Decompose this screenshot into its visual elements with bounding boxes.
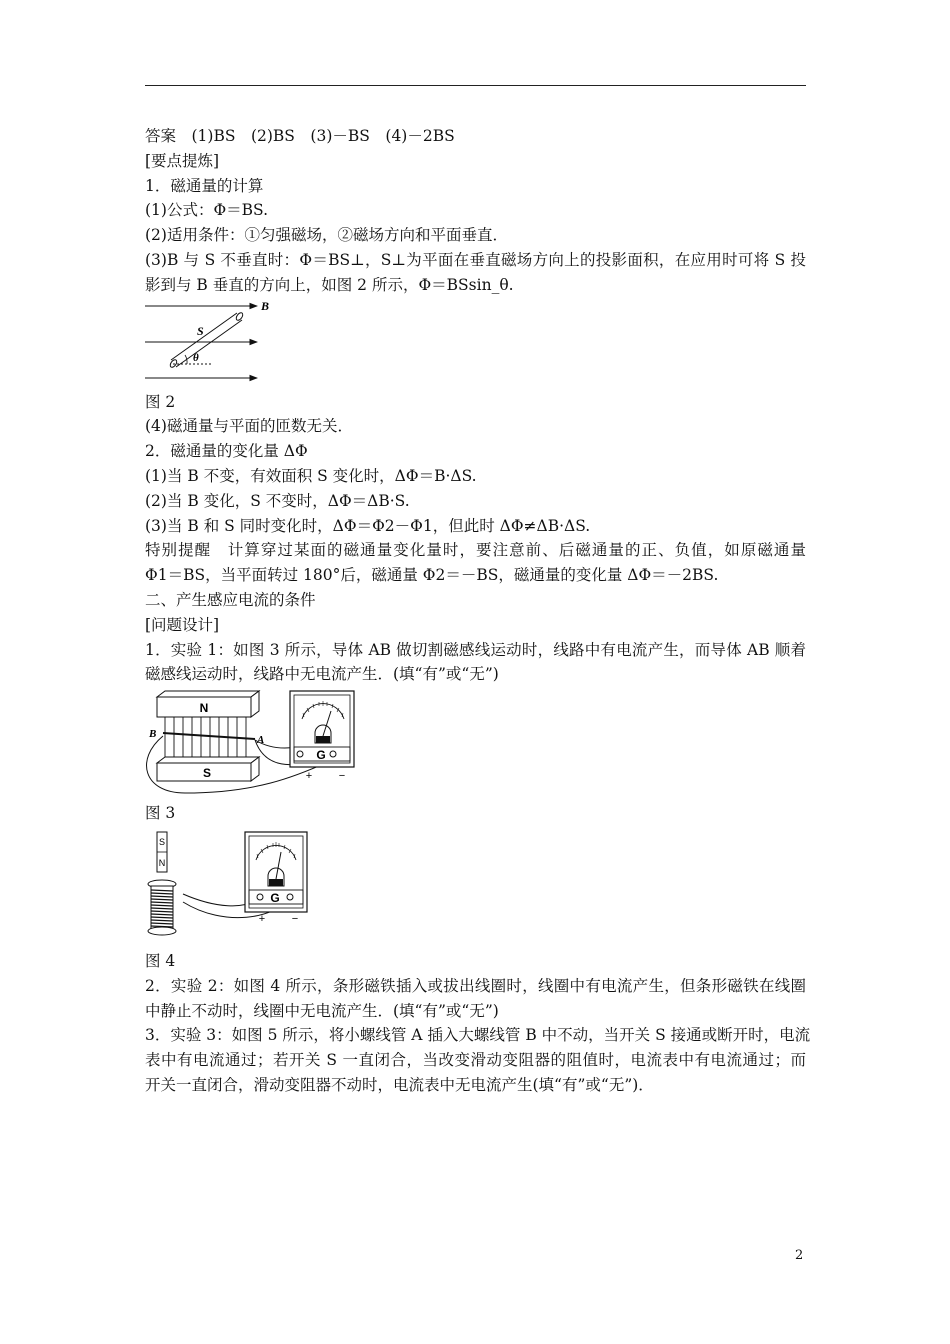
point1-title: 1．磁通量的计算 xyxy=(145,176,264,195)
point2-case2: (2)当 B 变化，S 不变时，ΔΦ＝ΔB·S. xyxy=(145,491,410,510)
experiment3-line3: 开关一直闭合，滑动变阻器不动时，电流表中无电流产生(填“有”或“无”)． xyxy=(145,1075,654,1094)
page-number: 2 xyxy=(795,1248,804,1263)
figure-2-label-b: B xyxy=(261,298,270,313)
figure-2-diagram xyxy=(145,296,275,384)
figure-4-caption: 图 4 xyxy=(145,951,176,970)
experiment1-line1: 1．实验 1：如图 3 所示，导体 AB 做切割磁感线运动时，线路中有电流产生，而导体 AB 顺着 xyxy=(145,640,806,659)
figure-2-label-theta: θ xyxy=(193,351,199,364)
point2-case1: (1)当 B 不变，有效面积 S 变化时，ΔΦ＝B·ΔS. xyxy=(145,466,477,485)
figure-3-diagram xyxy=(145,689,360,797)
point2-case3: (3)当 B 和 S 同时变化时，ΔΦ＝Φ2－Φ1，但此时 ΔΦ≠ΔB·ΔS. xyxy=(145,516,591,535)
point1-turns: (4)磁通量与平面的匝数无关． xyxy=(145,417,353,436)
header-rule xyxy=(145,85,806,86)
point1-formula: (1)公式：Φ＝BS. xyxy=(145,201,269,220)
experiment3-line2: 表中有电流通过；若开关 S 一直闭合，当改变滑动变阻器的阻值时，电流表中有电流通过；而 xyxy=(145,1051,806,1070)
figure-4-label-plus: + xyxy=(258,912,266,925)
figure-4-label-minus: − xyxy=(291,912,299,925)
point1-condition: (2)适用条件：①匀强磁场，②磁场方向和平面垂直． xyxy=(145,226,508,245)
key-points-heading: [要点提炼] xyxy=(145,151,220,170)
note-line2: Φ1＝BS，当平面转过 180°后，磁通量 Φ2＝－BS，磁通量的变化量 ΔΦ＝－2BS. xyxy=(145,566,719,585)
figure-2-label-s: S xyxy=(197,323,204,338)
figure-2-caption: 图 2 xyxy=(145,392,176,411)
point1-non-perpendicular-line2: 影到与 B 垂直的方向上，如图 2 所示，Φ＝BSsin_θ. xyxy=(145,275,514,294)
point2-title: 2．磁通量的变化量 ΔΦ xyxy=(145,442,308,461)
document-body xyxy=(145,124,811,1098)
experiment2-line1: 2．实验 2：如图 4 所示，条形磁铁插入或拔出线圈时，线圈中有电流产生，但条形磁铁在线圈 xyxy=(145,976,806,995)
figure-4-label-n: N xyxy=(158,857,166,868)
experiment2-line2: 中静止不动时，线圈中无电流产生．(填“有”或“无”) xyxy=(145,1001,499,1020)
figure-3-label-n: N xyxy=(199,701,209,716)
figure-3-label-s: S xyxy=(202,766,212,781)
point1-non-perpendicular-line1: (3)B 与 S 不垂直时：Φ＝BS⊥，S⊥为平面在垂直磁场方向上的投影面积，在应用时可将 S 投 xyxy=(145,250,806,269)
figure-3-label-plus: + xyxy=(305,770,313,783)
problem-design-heading: [问题设计] xyxy=(145,615,220,634)
experiment1-line2: 磁感线运动时，线路中无电流产生．(填“有”或“无”) xyxy=(145,665,499,684)
figure-3-label-g: G xyxy=(316,748,326,763)
figure-3-label-b: B xyxy=(149,728,157,741)
answer-line: 答案 (1)BS (2)BS (3)－BS (4)－2BS xyxy=(145,127,455,145)
note-line1: 特别提醒 计算穿过某面的磁通量变化量时，要注意前、后磁通量的正、负值，如原磁通量 xyxy=(145,541,806,560)
figure-3-label-a: A xyxy=(257,734,265,747)
section2-title: 二、产生感应电流的条件 xyxy=(145,590,316,609)
figure-3-caption: 图 3 xyxy=(145,804,176,823)
experiment3-line1: 3．实验 3：如图 5 所示，将小螺线管 A 插入大螺线管 B 中不动，当开关 S 接通或断开时，电流 xyxy=(145,1026,811,1045)
figure-3-label-minus: − xyxy=(338,770,346,783)
figure-4-label-s: S xyxy=(158,836,166,847)
figure-4-label-g: G xyxy=(270,890,280,905)
figure-4-diagram xyxy=(145,830,310,945)
